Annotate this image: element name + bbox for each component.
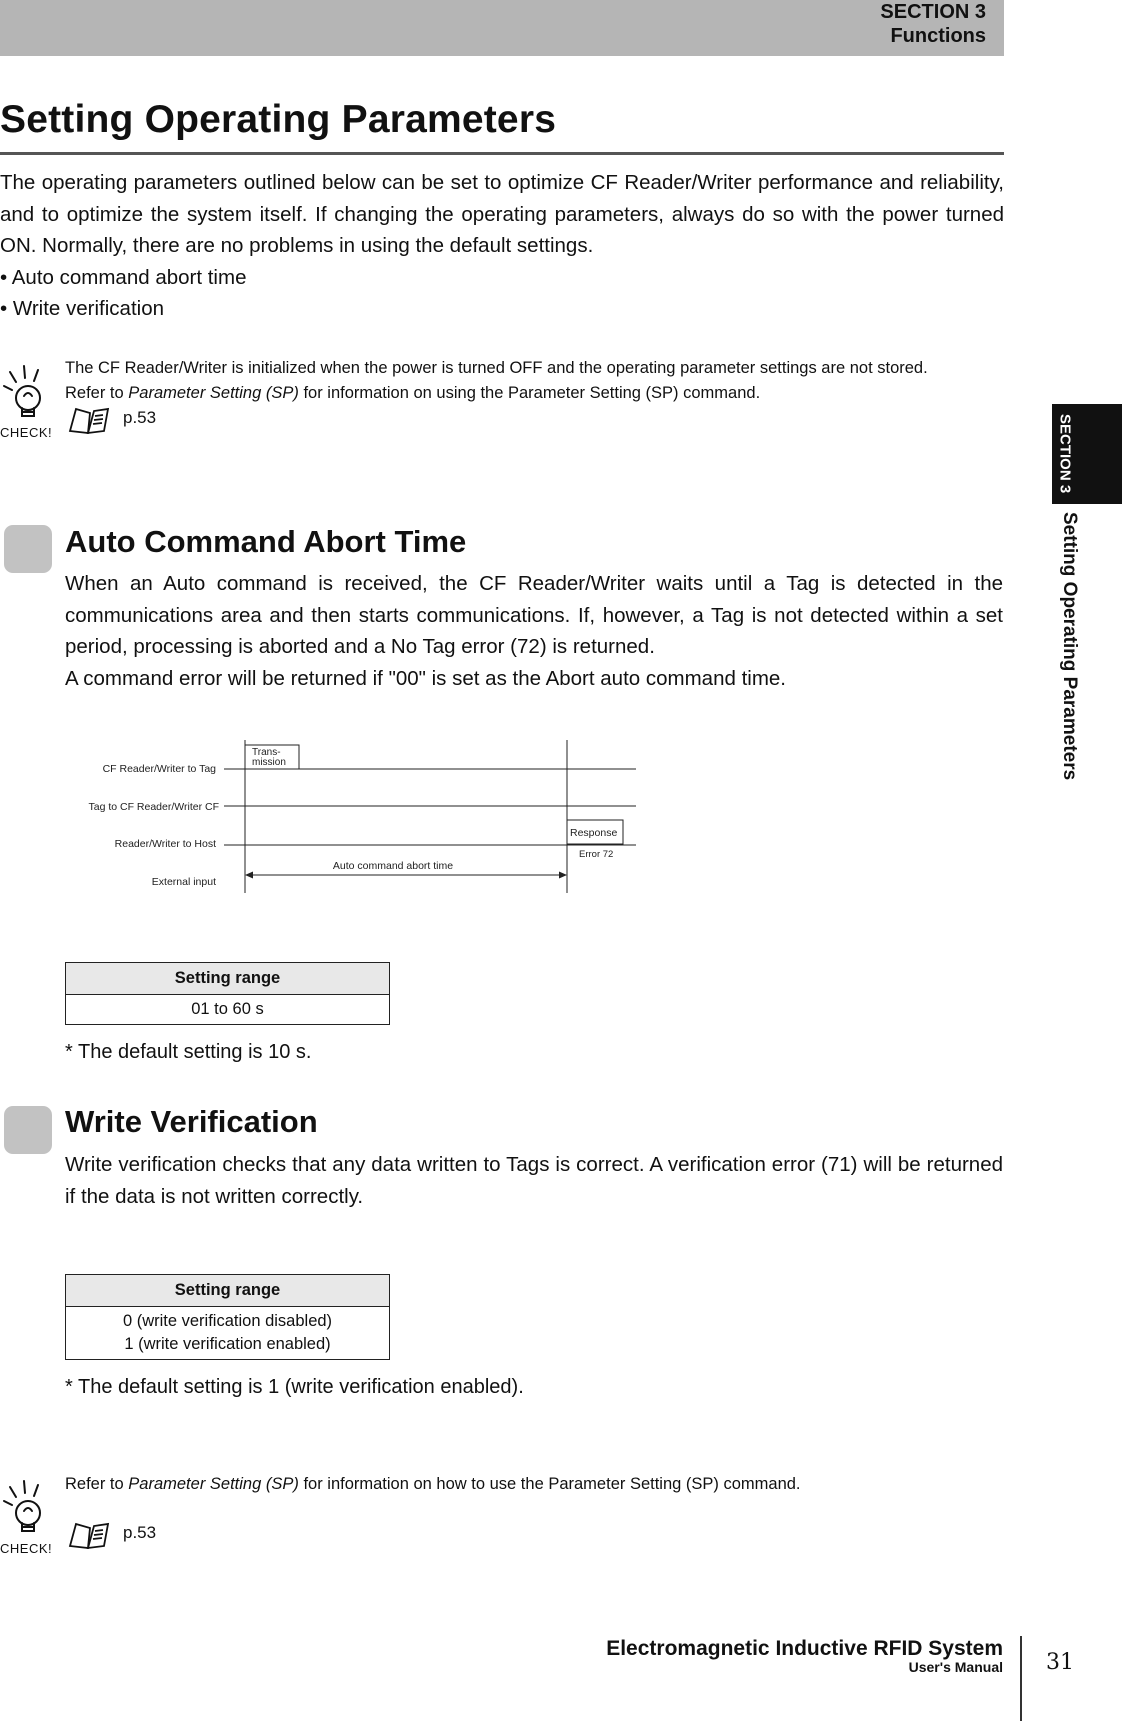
note-line: Refer to Parameter Setting (SP) for information on using the Parameter Setting (SP) command.: [65, 384, 761, 402]
footer-title: Electromagnetic Inductive RFID System: [606, 1637, 1003, 1660]
error-label: Error 72: [579, 849, 614, 860]
table-cell: [66, 1307, 390, 1360]
table-cell-line: 0 (write verification disabled): [122, 1312, 333, 1330]
footer-subtitle: User's Manual: [908, 1659, 1003, 1675]
write-verification-paragraph: Write verification checks that any data written to Tags is correct. A verification error (71) will be returned if the data is not written correctly.: [65, 1153, 1003, 1208]
default-note-2: * The default setting is 1 (write verification enabled).: [65, 1376, 524, 1398]
row-label-3: External input: [151, 876, 216, 888]
arrow-left-icon: [245, 872, 253, 879]
side-tab-title: Setting Operating Parameters: [1059, 512, 1080, 781]
page-reference[interactable]: p.53: [123, 408, 157, 427]
auto-abort-heading: Auto Command Abort Time: [65, 524, 467, 559]
transmission-label: mission: [252, 757, 286, 768]
setting-range-table-2: [65, 1274, 390, 1360]
arrow-right-icon: [559, 872, 567, 879]
side-tab-section: SECTION 3: [1056, 414, 1074, 494]
footer-divider: [1020, 1636, 1022, 1721]
auto-abort-body: [65, 568, 1003, 694]
row-label-0: CF Reader/Writer to Tag: [102, 763, 216, 775]
page-reference[interactable]: p.53: [123, 1523, 157, 1542]
response-label: Response: [570, 827, 618, 839]
book-icon: [66, 1520, 112, 1550]
intro-bullet: • Write verification: [0, 297, 165, 320]
intro-bullet: • Auto command abort time: [0, 265, 247, 289]
header-section: SECTION 3: [880, 1, 986, 23]
intro-paragraph: The operating parameters outlined below can be set to optimize CF Reader/Writer performance and reliability, and to optimize the system itself. If changing the operating parameters, always do so with the power turned ON. Normally, there are no problems in using the default settings.: [0, 171, 1004, 257]
check-label: CHECK!: [0, 425, 53, 440]
title-divider: [0, 152, 1004, 155]
auto-abort-paragraph: When an Auto command is received, the CF Reader/Writer waits until a Tag is detected in the communications area and then starts communications. If, however, a Tag is not detected within a set period, processing is aborted and a No Tag error (72) is returned.: [65, 572, 1003, 658]
bullet-text: Write verification: [12, 297, 165, 320]
heading-marker: [4, 525, 52, 573]
book-icon: [66, 405, 112, 435]
row-label-2: Reader/Writer to Host: [114, 838, 216, 850]
check-label: CHECK!: [0, 1541, 53, 1556]
setting-range-table-1: [65, 962, 390, 1025]
header-subtitle: Functions: [890, 25, 986, 47]
intro-section: [0, 167, 1004, 325]
page-number: 31: [1046, 1650, 1074, 1675]
auto-abort-paragraph: A command error will be returned if "00" is set as the Abort auto command time.: [65, 666, 786, 690]
abort-interval-label: Auto command abort time: [332, 860, 454, 872]
table-header: Setting range: [66, 1275, 390, 1307]
table-cell: 01 to 60 s: [66, 995, 390, 1025]
write-verification-heading: Write Verification: [65, 1104, 318, 1139]
check-note-2: Refer to Parameter Setting (SP) for information on how to use the Parameter Setting (SP) command.: [65, 1475, 801, 1493]
heading-marker: [4, 1106, 52, 1154]
table-header: Setting range: [66, 963, 390, 995]
row-label-1: Tag to CF Reader/Writer CF: [88, 801, 219, 813]
timing-diagram: [0, 730, 700, 900]
page-title: Setting Operating Parameters: [0, 98, 557, 141]
transmission-label: Trans-: [252, 747, 281, 758]
table-cell-line: 1 (write verification enabled): [124, 1335, 331, 1353]
note-line: The CF Reader/Writer is initialized when the power is turned OFF and the operating parameter settings are not stored.: [65, 359, 928, 377]
bullet-text: Auto command abort time: [11, 265, 247, 289]
section-header-bar: [0, 0, 1004, 56]
check-note-1: [65, 356, 1005, 406]
default-note-1: * The default setting is 10 s.: [65, 1041, 312, 1063]
